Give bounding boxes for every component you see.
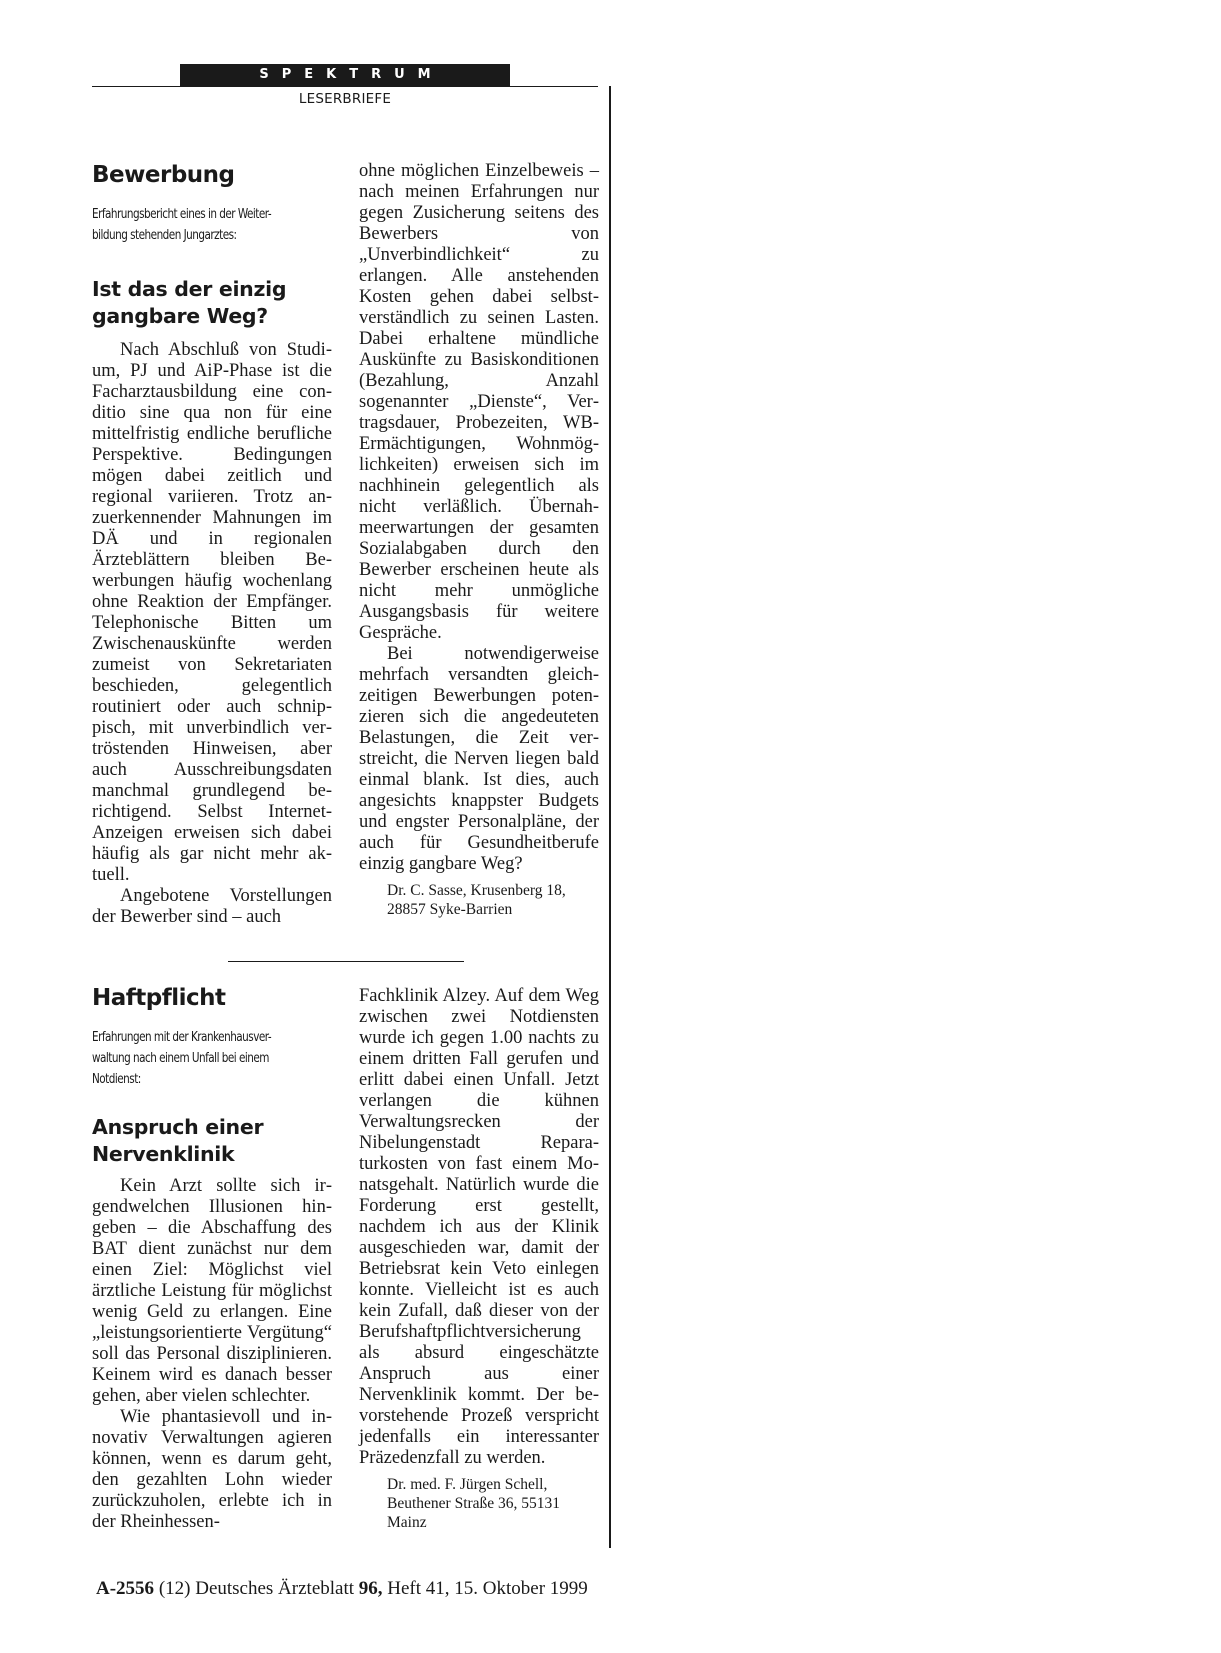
page-code: A-2556 xyxy=(96,1578,155,1599)
volume-number: 96, xyxy=(358,1578,383,1599)
letter1-paragraph: Bei notwendigerweise mehrfach versandten gleichzeitigen Bewerbungen potenzieren sich die angedeuteten Belastungen, die Zeit verstreicht, die Nerven liegen bald einmal blank. Ist dies, auch angesichts knappster Budgets und engster Personalpläne, der auch für Gesundheitberufe einzig gangbare Weg? xyxy=(359,644,599,874)
letter2-paragraph: Kein Arzt sollte sich irgendwelchen Illusionen hingeben – die Abschaffung des BAT dient zunächst nur dem einen Ziel: Möglichst viel ärztliche Leistung für möglichst wenig Geld zu erlangen. Eine „leistungsorientierte Vergütung“ soll das Personal disziplinieren. Keinem wird es danach besser gehen, aber vielen schlechter. xyxy=(92,1176,332,1406)
letter1-title: Bewerbung xyxy=(92,162,235,188)
letter1-column-left xyxy=(92,160,332,928)
letter1-paragraph: ohne möglichen Einzelbeweis – nach meinen Erfahrungen nur gegen Zusicherung seitens des Bewerbers von „Unverbindlichkeit“ zu erlangen. Alle anstehenden Kosten gehen dabei selbstverständlich zu seinen Lasten. Dabei erhaltene mündliche Auskünfte zu Basiskonditionen (Bezahlung, Anzahl sogenannter „Dienste“, Vertragsdauer, Probezeiten, WB-Ermächtigungen, Wohnmöglichkeiten) erweisen sich im nachhinein gelegentlich als nicht verläßlich. Übernahmeerwartungen der gesamten Sozialabgaben durch den Bewerber erscheinen heute als nicht mehr unmögliche Ausgangsbasis für weitere Gespräche. xyxy=(359,161,599,643)
signature-line: 28857 Syke-Barrien xyxy=(387,901,513,918)
page-footer xyxy=(96,1578,588,1600)
letter2-signature xyxy=(387,1475,599,1532)
signature-line: Mainz xyxy=(387,1514,427,1531)
letter2-paragraph: Fachklinik Alzey. Auf dem Weg zwischen zwei Notdiensten wurde ich gegen 1.00 nachts zu einem dritten Fall gerufen und erlitt dabei einen Unfall. Jetzt verlangen die kühnen Verwaltungsrecken der Nibelungenstadt Reparaturkosten von fast einem Monatsgehalt. Natürlich wurde die Forderung erst gestellt, nachdem ich aus der Klinik ausgeschieden war, damit der Betriebsrat kein Veto einlegen konnte. Vielleicht ist es auch kein Zufall, daß dieser von der Berufshaftpflichtversicherung als absurd eingeschätzte Anspruch aus einer Nervenklinik kommt. Der bevorstehende Prozeß verspricht jedenfalls ein interessanter Präzedenzfall zu werden. xyxy=(359,986,599,1468)
issue-info: (12) Deutsches Ärzteblatt xyxy=(158,1578,355,1599)
letter1-paragraph: Nach Abschluß von Studium, PJ und AiP-Phase ist die Facharztausbildung eine conditio sine qua non für eine mittelfristig endliche berufliche Perspektive. Bedingungen mögen dabei zeitlich und regional variieren. Trotz anzuerkennender Mahnungen im DÄ und in regionalen Ärzteblättern bleiben Bewerbungen häufig wochenlang ohne Reaktion der Empfänger. Telephonische Bitten um Zwischenauskünfte werden zumeist von Sekretariaten beschieden, gelegentlich routiniert oder auch schnippisch, mit unverbindlich vertröstenden Hinweisen, aber auch Ausschreibungsdaten manchmal grundlegend berichtigend. Selbst Internet-Anzeigen erweisen sich dabei häufig als gar nicht mehr aktuell. xyxy=(92,340,332,885)
subsection-label: LESERBRIEFE xyxy=(298,91,392,107)
letter1-signature xyxy=(387,881,599,919)
column-rule xyxy=(609,86,611,1548)
letter2-column-left xyxy=(92,983,332,1533)
signature-line: Dr. med. F. Jürgen Schell, xyxy=(387,1476,548,1493)
letter-separator xyxy=(228,961,464,962)
letter2-headline: Anspruch einer Nervenklinik xyxy=(92,1115,264,1166)
signature-line: Beuthener Straße 36, 55131 xyxy=(387,1495,561,1512)
letter1-kicker: Erfahrungsbericht eines in der Weiter- bildung stehenden Jungarztes: xyxy=(92,206,272,243)
letter1-column-right xyxy=(359,161,599,919)
section-banner: SPEKTRUM xyxy=(180,64,510,86)
letter1-headline: Ist das der einzig gangbare Weg? xyxy=(92,277,287,328)
issue-detail: Heft 41, 15. Oktober 1999 xyxy=(387,1578,588,1599)
header-rule xyxy=(92,86,598,87)
letter1-paragraph: Angebotene Vorstellungen der Bewerber sind – auch xyxy=(92,886,332,927)
letter2-title: Haftpflicht xyxy=(92,985,226,1011)
letter2-column-right xyxy=(359,986,599,1532)
signature-line: Dr. C. Sasse, Krusenberg 18, xyxy=(387,882,566,899)
letter2-paragraph: Wie phantasievoll und innovativ Verwaltungen agieren können, wenn es darum geht, den gezahlten Lohn wieder zurückzuholen, erlebte ich in der Rheinhessen- xyxy=(92,1407,332,1532)
letter2-kicker: Erfahrungen mit der Krankenhausver- waltung nach einem Unfall bei einem Notdienst: xyxy=(92,1029,272,1087)
